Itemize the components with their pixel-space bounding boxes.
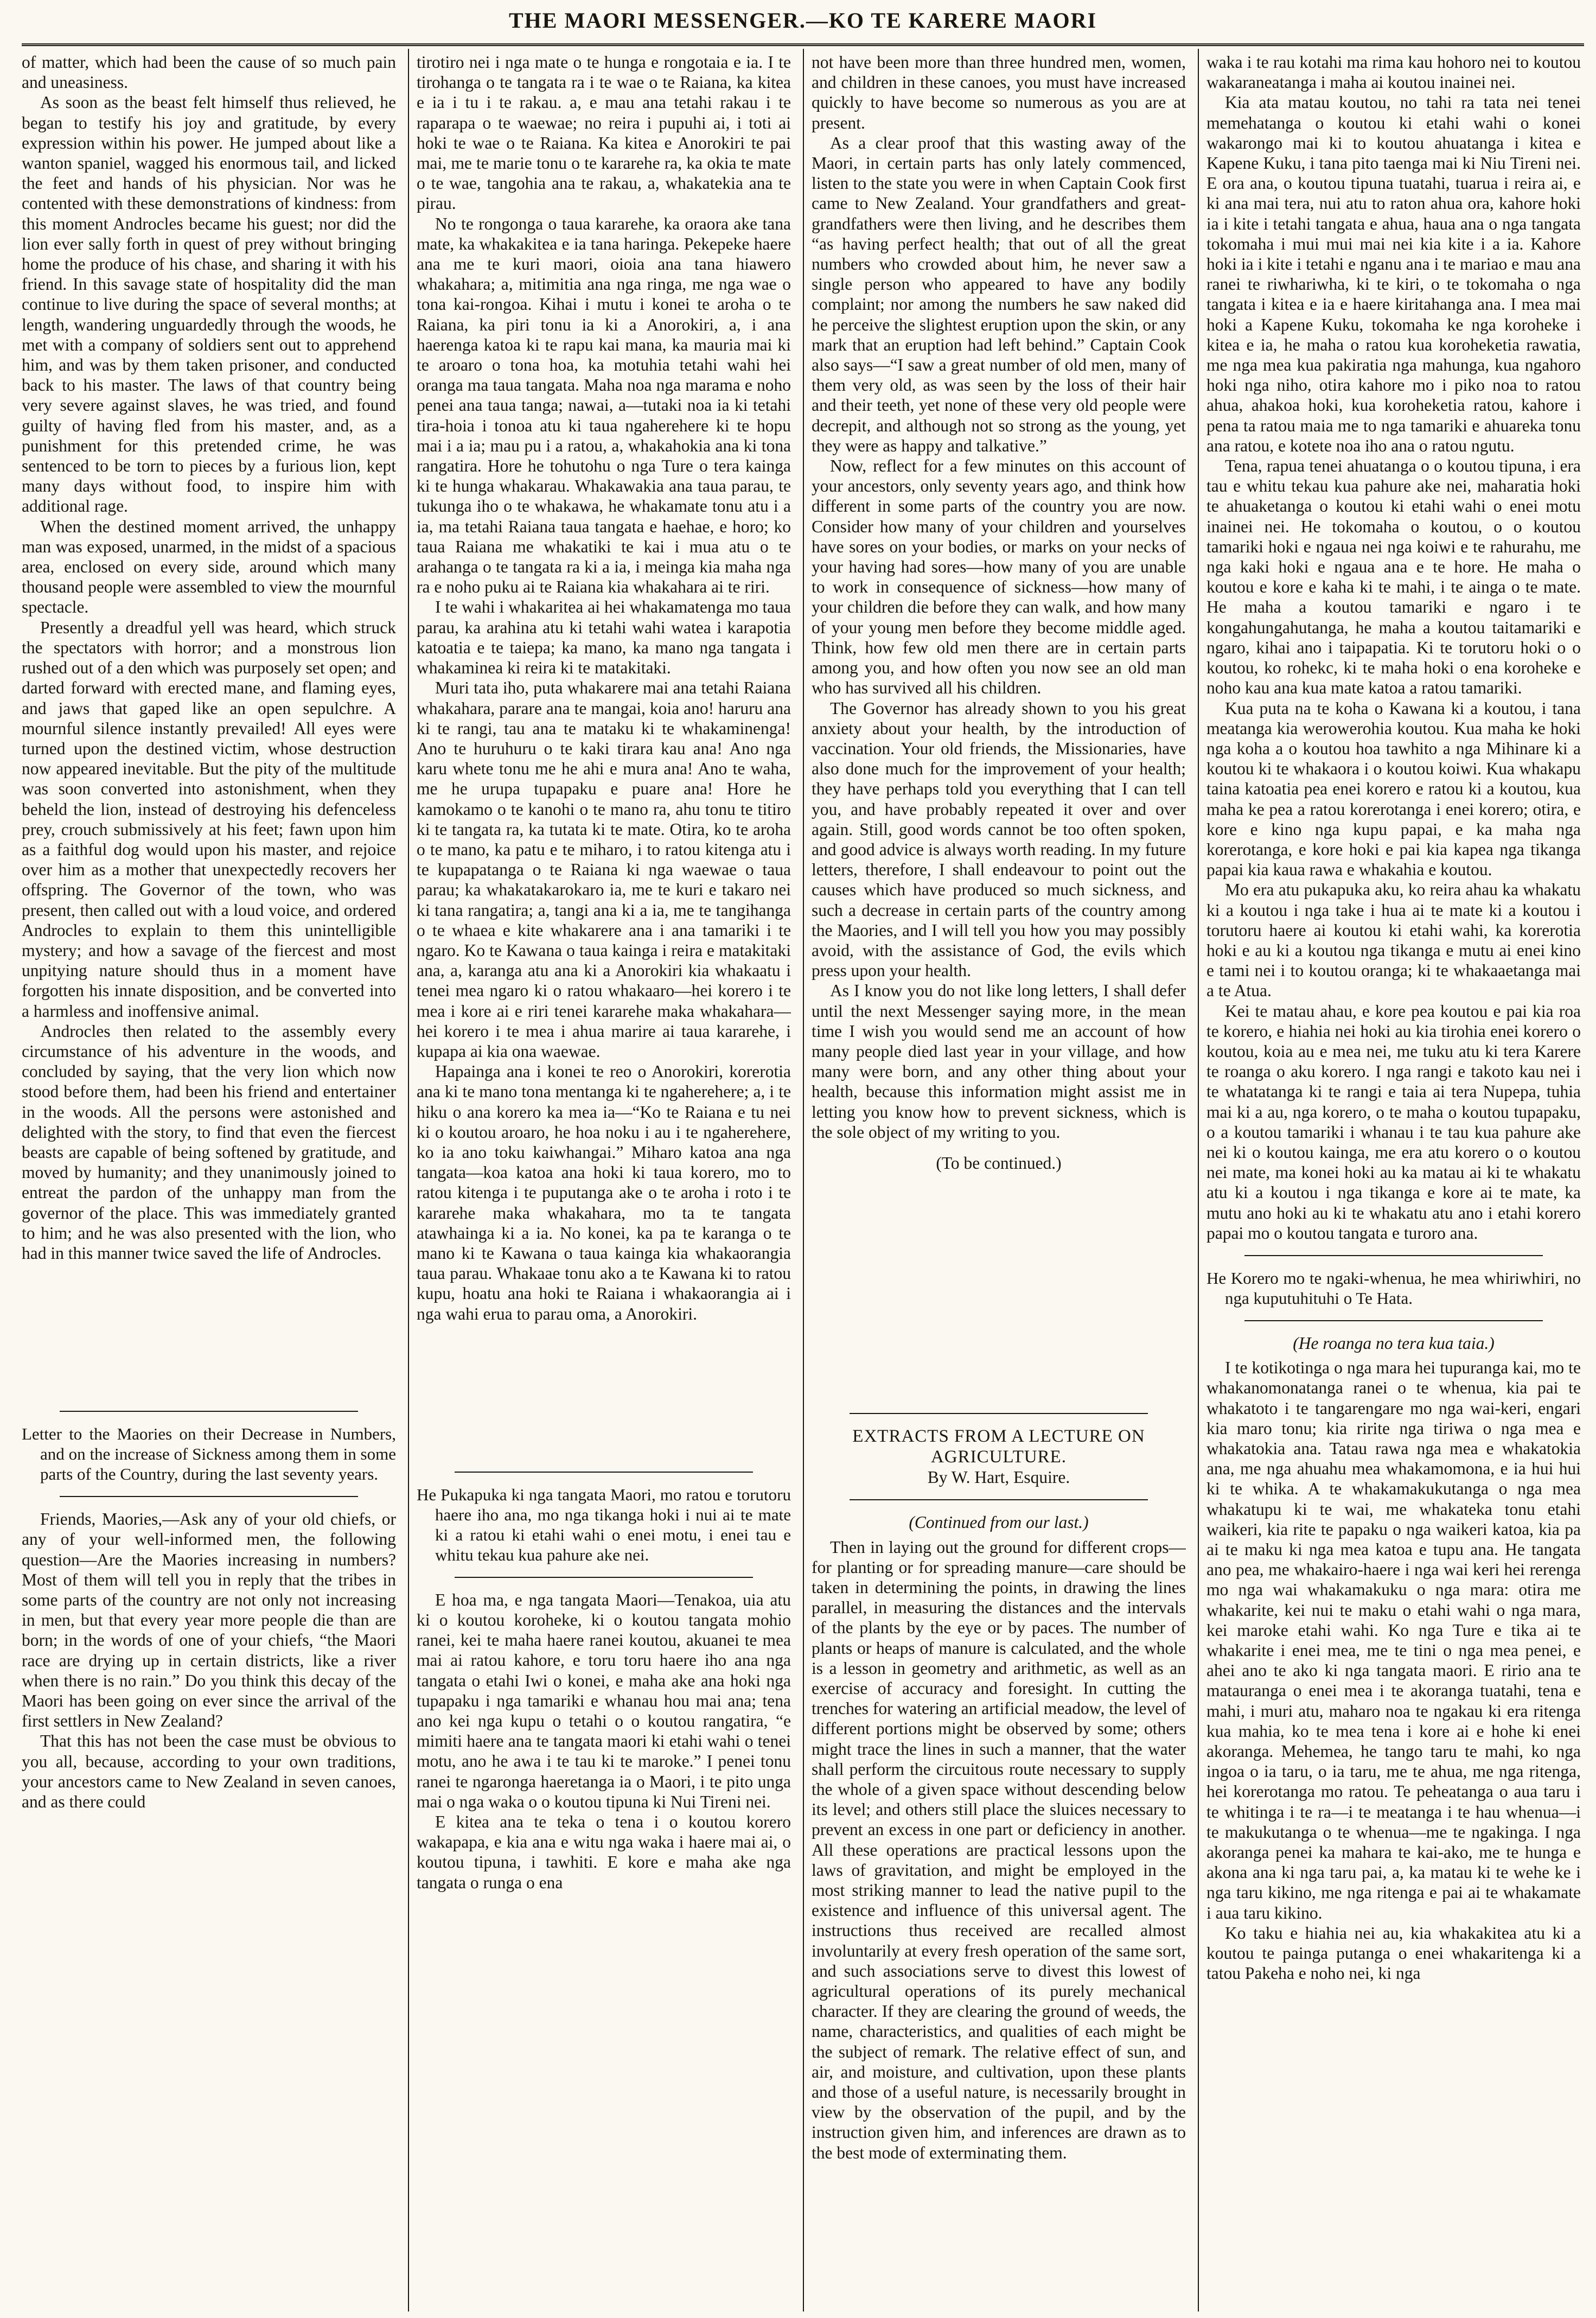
section-rule <box>1244 1320 1543 1321</box>
paragraph: Tena, rapua tenei ahuatanga o o koutou tipuna, i era tau e whitu tekau kua pahure ake nei, maharatia hoki te ahuaketanga o koutou ki etahi wahi o enei motu inainei nei. He tokomaha o koutou, o o koutou tamariki hoki e ngaua nei nga koiwi e te rahurahu, me nga kaki hoki e ngaua ana e te hore. He maha o koutou e kore e kaha ki te mahi, i te ainga o te mate. He maha a koutou tamariki e ngaro i te kongahungahutanga, he maha a koutou taitamariki e ngaro, kihai ano i taipapatia. Ki te torutoru hoki o o koutou, ko rohekc, ki te maha hoki o ena koroheke e noho kau ana kua mate katoa a ratou tamariki. <box>1206 456 1581 698</box>
to-be-continued: (To be continued.) <box>936 1153 1062 1173</box>
paragraph: Ko taku e hiahia nei au, kia whakakitea atu ki a koutou te painga putanga o enei whakaritenga ki a tatou Pakeha e noho nei, ki nga <box>1206 1923 1581 1983</box>
section-rule <box>60 1496 358 1497</box>
paragraph: E hoa ma, e nga tangata Maori—Tenakoa, uia atu ki o koutou koroheke, ki o koutou tangata mohio ranei, kei te maha haere ranei koutou, akuanei te mea mai ai ratou kahore, e toru toru haere iho ana nga tangata o etahi Iwi o konei, e maha ake ana hoki nga tupapaku i nga tamariki e whanau hou mai ana; tena ano kei nga kupu o tetahi o o koutou rangatira, “e mimiti haere ana te tangata maori ki etahi wahi o tenei motu, ano he awa i te tau ki te maroke.” I penei tonu ranei te ngaronga haeretanga ia o Maori, i te pito unga mai o nga waka o o koutou tipuna ki Nui Tireni nei. <box>417 1590 791 1811</box>
letter-title: Letter to the Maories on their Decrease in Numbers, and on the increase of Sickness among them in some parts of the Country, during the last seventy years. <box>22 1424 396 1484</box>
section-rule <box>850 1413 1148 1414</box>
column-divider <box>1198 49 1199 2311</box>
paragraph: Kei te matau ahau, e kore pea koutou e pai kia roa te korero, e hiahia nei hoki au kia tirohia enei korero o koutou, koia au e mea nei, me tuku atu ki tera Karere te roanga o aku korero. I nga rangi e takoto kau nei i te whatatanga ki te rangi e taia ai tera Nupepa, tuhia mai ki a au, nga korero, o te maha o koutou tupapaku, o a koutou tamariki i whanau i te tau kua pahure ake nei ki o koutou kainga, me era atu korero o o koutou nei mate, ma konei hoki au ka matau ai ki te whakatu atu ki a koutou i nga tikanga e kore ai te mate, ka mutu ano hoki au ki te whakatu atu ano i etahi korero papai mo o koutou tangata e turoro ana. <box>1206 1001 1581 1243</box>
section-rule <box>455 1577 753 1578</box>
column-2 <box>417 52 791 2304</box>
byline: By W. Hart, Esquire. <box>927 1468 1070 1487</box>
paragraph: not have been more than three hundred men, women, and children in these canoes, you must have increased quickly to have become so numerous as you are at present. <box>812 53 1186 132</box>
lecture-title: EXTRACTS FROM A LECTURE ON AGRICULTURE. <box>852 1427 1145 1467</box>
continued-note: (Continued from our last.) <box>909 1513 1089 1532</box>
maori-lecture-title: He Korero mo te ngaki-whenua, he mea whiriwhiri, no nga kuputuhituhi o Te Hata. <box>1206 1268 1581 1308</box>
paragraph: When the destined moment arrived, the unhappy man was exposed, unarmed, in the midst of a spacious area, enclosed on every side, around which many thousand people were assembled to view the mournful spectacle. <box>22 517 396 617</box>
paragraph: Kua puta na te koha o Kawana ki a koutou, i tana meatanga kia werowerohia koutou. Kua maha ke hoki nga koha a o koutou hoa tawhito a nga Mihinare ki a koutou ki te whakaora i o koutou koiwi. Kua whakapu taina katoatia pea enei korero e ratou ki a koutou, kua maha ke pea a ratou korerotanga i enei korero; otira, e kore e kino nga kupu papai, e ka maha nga korerotanga, e kore hoki e pai kia kapea nga tikanga papai kia kaua rawa e whakahia e koutou. <box>1206 698 1581 880</box>
paragraph: No te rongonga o taua kararehe, ka oraora ake tana mate, ka whakakitea e ia tana haringa. Pekepeke haere ana me te kuri maori, oioia ana tana hiawero whakahara; a, mitimitia ana nga ringa, me nga wae o tona kai-rongoa. Kihai i mutu i konei te aroha o te Raiana, ka piri tonu ia ki a Anorokiri, a, i ana haerenga katoa ki te rapu kai mana, ka mauria mai ki te aroaro o tona hoa, ka motuhia tetahi wahi hei oranga ma taua tangata. Maha noa nga marama e noho penei ana taua tanga; nawai, a—tutaki noa ia ki tetahi tira-hoia i tonoa atu ki taua ngaherehere ki te hopu mai i a ia; mau pu i a ratou, a, whakahokia ana ki tona rangatira. Hore he tohutohu o nga Ture o tera kainga ki te hunga whakarau. Whakawakia ana taua parau, te tukunga iho o te whakawa, he whakamate tonu atu i a ia, ma tetahi Raiana taua tangata e haehae, e horo; ko taua Raiana me whakatiki te kai i mua atu o te arahanga o te tangata ra ki a ia, i meinga kia maha nga ra e noho puku ai te Raiana kia whakahara ai te riri. <box>417 214 791 597</box>
paragraph: of matter, which had been the cause of so much pain and uneasiness. <box>22 53 396 92</box>
paragraph: Muri tata iho, puta whakarere mai ana tetahi Raiana whakahara, parare ana te mangai, koia ano! haruru ana ki te rangi, tau ana te mataku ki te whakaminenga! Ano te huruhuru o te kaki tirara kau ana! Ano nga karu whete tonu me he ahi e mura ana! Ano te waha, me he urupa tupapaku e puare ana! Hore he kamokamo o te kanohi o te mano ra, ahu tonu te titiro ki te tangata ra, ka tutata ki te mate. Otira, ko te aroha o te mano, ka patu e te miharo, i to ratou kitenga atu i te kupapatanga o te Raiana ki nga waewae o taua parau; ka whakatakarokaro ia, me te kuri e takaro nei ki tana rangatira; a, tangi ana ki a ia, me te tangihanga o te whaea e kite whakarere ana i ana tamariki i te ngaro. Ko te Kawana o taua kainga i reira e matakitaki ana, a, karanga atu ana ki a Anorokiri kia whakaatu i tenei mea ngaro ki o ratou whakaaro—hei korero i te mea i kore ai e riri tenei kararehe maka whakahara—hei korero i te mea i ahua marire ai taua kararehe, i kupapa ai kia ona waewae. <box>417 678 791 1061</box>
paragraph: Presently a dreadful yell was heard, which struck the spectators with horror; and a monstrous lion rushed out of a den which was purposely set open; and darted forward with erected mane, and flaming eyes, and jaws that gaped like an open sepulchre. A mournful silence instantly prevailed! All eyes were turned upon the destined victim, whose destruction now appeared inevitable. But the pity of the multitude was soon converted into astonishment, when they beheld the lion, instead of destroying his defenceless prey, crouch submissively at his feet; fawn upon him as a faithful dog would upon his master, and rejoice over him as a mother that unexpectedly recovers her offspring. The Governor of the town, who was present, then called out with a loud voice, and ordered Androcles to explain to them this unintelligible mystery; and how a savage of the fiercest and most unpitying nature should thus in a moment have forgotten his innate disposition, and be converted into a harmless and inoffensive animal. <box>22 617 396 1021</box>
paragraph: E kitea ana te teka o tena i o koutou korero wakapapa, e kia ana e witu nga waka i haere mai ai, o koutou tipuna, i tawhiti. E kore e maha ake nga tangata o runga o ena <box>417 1812 791 1892</box>
maori-letter-title: He Pukapuka ki nga tangata Maori, mo ratou e torutoru haere iho ana, mo nga tikanga hoki i nui ai te mate ki a ratou ki etahi wahi o enei motu, i enei tau e whitu tekau kua pahure ake nei. <box>417 1485 791 1564</box>
section-rule <box>60 1411 358 1412</box>
paragraph: Friends, Maories,—Ask any of your old chiefs, or any of your well-informed men, the following question—Are the Maories increasing in numbers? Most of them will tell you in reply that the tribes in some parts of the country are not only not increasing in men, but that every year more people die than are born; in the words of one of your chiefs, “the Maori race are drying up in certain districts, like a river when there is no rain.” Do you think this decay of the Maori has been going on ever since the arrival of the first settlers in New Zealand? <box>22 1510 396 1731</box>
paragraph: I te kotikotinga o nga mara hei tupuranga kai, mo te whakanomonatanga ranei o te whenua, kia pai te whakatoto i te tangarengare mo nga wai-keri, engari kia maro tonu; kia ririte nga tiriwa o nga mea e whakatokia ana. Tatau rawa nga mea e whakatokia ana, me nga ahuahu mea whakamomona, e ia hui hui ki te whika. A te whakamakukutanga o nga mea whakatupu ki te wai, me whakateka tonu etahi waikeri, kia rite te papaku o nga waikeri katoa, kia pa ai te maku ki nga mea katoa e tupu ana. He tangata ano pea, me whakairo-haere i nga wai keri hei rerenga mo nga wai whakamakuku o nga mara: otira me whakarite, kei nui te maku o etahi wahi o nga mara, kei maroke etahi wahi. Ko nga Ture e tika ai te whakarite i enei mea, me te tini o nga mea penei, e ahei ano te ako ki nga tangata maori. E ririo ana te matauranga o enei mea i te akoranga tuatahi, tena e mahi, i muri atu, maharo noa te ngakau ki era ritenga kua mahia, ko te mea tena i kore ai e hohe ki enei akoranga. Mehemea, he tango taru te mahi, ko nga ingoa o ia taru, o ia taru, me te ahua, me nga ritenga, hei korerotanga mo ratou. Te peheatanga o aua taru i te whitinga i te ra—i te meatanga i te hau whenua—i te makukutanga o te whenua—me te ngakinga. I nga akoranga penei ka mahara te kai-ako, me te hunga e akona ana ki nga taru pai, a, ka matau ki te wehe ke i nga taru kikino, me nga ritenga e pai ai te whakamate i aua taru kikino. <box>1206 1358 1581 1922</box>
column-divider <box>408 49 409 2311</box>
paragraph: I te wahi i whakaritea ai hei whakamatenga mo taua parau, ka arahina atu ki tetahi wahi watea i karapotia katoatia e te taiepa; ka mano, ka mano nga tangata i whakaminea ki reira ki te matakitaki. <box>417 597 791 678</box>
paragraph: As a clear proof that this wasting away of the Maori, in certain parts has only lately commenced, listen to the state you were in when Captain Cook first came to New Zealand. Your grandfathers and great-grandfathers were then living, and he describes them “as having perfect health; that out of all the great numbers who crowded about him, he never saw a single person who appeared to have any bodily complaint; nor among the numbers he saw naked did he perceive the slightest eruption upon the skin, or any mark that an eruption had left behind.” Captain Cook also says—“I saw a great number of old men, many of them very old, as was seen by the loss of their hair and their teeth, yet none of these very old people were decrepit, and although not so strong as the young, yet they were as happy and talkative.” <box>812 133 1186 455</box>
column-divider <box>803 49 804 2311</box>
paragraph: That this has not been the case must be obvious to you all, because, according to your own traditions, your ancestors came to New Zealand in seven canoes, and as there could <box>22 1731 396 1812</box>
paragraph: The Governor has already shown to you his great anxiety about your health, by the introduction of vaccination. Your old friends, the Missionaries, have also done much for the improvement of your health; they have perhaps told you everything that I can tell you, and have probably repeated it over and over again. Still, good words cannot be too often spoken, and good advice is always worth reading. In my future letters, therefore, I shall endeavour to point out the causes which have produced so much sickness, and such a decrease in certain parts of the country among the Maories, and I will tell you how you may possibly avoid, with the assistance of God, the evils which press upon your health. <box>812 698 1186 980</box>
paragraph: As I know you do not like long letters, I shall defer until the next Messenger saying more, in the mean time I wish you would send me an account of how many people died last year in your village, and how many were born, and any other thing about your health, because this information might assist me in letting you know how to prevent sickness, which is the sole object of my writing to you. <box>812 981 1186 1142</box>
paragraph: tirotiro nei i nga mate o te hunga e rongotaia e ia. I te tirohanga o te tangata ra i te wae o te Raiana, ka kitea e ia i tu i te rakau. a, e mau ana tetahi rakau i te raparapa o te waewae; no reira i pupuhi ai, i toti ai hoki te wae o te Raiana. Ka kitea e Anorokiri te pai mai, me te marie tonu o te kararehe ra, ka okia te mate o te wae, tangohia ana te rakau, a, whakatekia ana te pirau. <box>417 53 791 213</box>
paragraph: Then in laying out the ground for different crops—for planting or for spreading manure—care should be taken in determining the points, in drawing the lines parallel, in measuring the distances and the intervals of the plants by the eye or by paces. The number of plants or heaps of manure is calculated, and the whole is a lesson in geometry and arithmetic, as well as an exercise of accuracy and foresight. In cutting the trenches for watering an artificial meadow, the level of different portions might be observed by some; others might trace the lines in such a manner, that the water shall perform the circuitous route necessary to supply the whole of a given space without descending below its level; and others still place the sluices necessary to prevent an excess in one part or deficiency in another. All these operations are practical lessons upon the laws of gravitation, and might be employed in the most striking manner to lead the native pupil to the existence and influence of this universal agent. The instructions thus received are recalled almost involuntarily at every fresh operation of the same sort, and such associations serve to divest this lowest of agricultural operations of its purely mechanical character. If they are clearing the ground of weeds, the name, characteristics, and qualities of each might be the subject of remark. The relative effect of sun, and air, and moisture, and cultivation, upon these plants and those of a useful nature, is necessarily brought in view by the observation of the pupil, and by the instruction given him, and inferences are drawn as to the best mode of exterminating them. <box>812 1537 1186 2162</box>
paragraph: waka i te rau kotahi ma rima kau hohoro nei to koutou wakaraneatanga i maha ai koutou inainei nei. <box>1206 53 1581 92</box>
paragraph: As soon as the beast felt himself thus relieved, he began to testify his joy and gratitude, by every expression within his power. He jumped about like a wanton spaniel, wagged his enormous tail, and licked the feet and hands of his physician. Nor was he contented with these demonstrations of kindness: from this moment Androcles became his guest; nor did the lion ever sally forth in quest of prey without bringing home the produce of his chase, and sharing it with his friend. In this savage state of hospitality did the man continue to live during the space of several months; at length, wandering unguardedly through the woods, he met with a company of soldiers sent out to apprehend him, and was by them taken prisoner, and conducted back to his master. The laws of that country being very severe against slaves, he was tried, and found guilty of having fled from his master, and, as a punishment for this pretended crime, he was sentenced to be torn to pieces by a furious lion, kept many days without food, to inspire him with additional rage. <box>22 93 396 516</box>
newspaper-page <box>22 0 1584 2318</box>
section-rule <box>1244 1255 1543 1256</box>
paragraph: Now, reflect for a few minutes on this account of your ancestors, only seventy years ago, and think how different in some parts of the country you are now. Consider how many of your children and yourselves have sores on your bodies, or marks on your necks of your having had sores—how many of you are unable to work in consequence of sickness—how many of your children die before they can walk, and how many of your young men before they become middle aged. Think, how few old men there are in certain parts among you, and how often you now see an old man who has survived all his children. <box>812 456 1186 698</box>
continued-note: (He roanga no tera kua taia.) <box>1293 1333 1495 1353</box>
masthead: THE MAORI MESSENGER.—KO TE KARERE MAORI <box>508 8 1097 33</box>
column-3 <box>812 52 1186 2304</box>
section-rule <box>850 1499 1148 1500</box>
paragraph: Mo era atu pukapuka aku, ko reira ahau ka whakatu ki a koutou i nga take i hua ai te mate ki a koutou i torutoru haere ai koutou ki etahi wahi, ka korerotia hoki e au ki a koutou nga tikanga e mutu ai enei kino e tami nei i to koutou oranga; ki te whakaaetanga mai a te Atua. <box>1206 880 1581 1001</box>
masthead-rule <box>22 43 1584 46</box>
section-rule <box>455 1472 753 1473</box>
paragraph: Kia ata matau koutou, no tahi ra tata nei tenei memehatanga o koutou ki etahi wahi o konei wakarongo mai ki to koutou ahuatanga i kitea e Kapene Kuku, i tana pito taenga mai ki Niu Tireni nei. E ora ana, o koutou tipuna tuatahi, tuarua i reira ai, e ki ana mai tera, nui atu to raton ahua ora, kahore hoki ia i kite i tetahi tangata e ahua, haua ana o nga tangata tokomaha i mui mui mai nei kia kite i a ia. Kahore hoki ia i kite i tetahi e nganu ana i te mariao e mau ana ranei te riwhariwha, ki te kiri, o te tokomaha o nga tangata i kitea e ia e haere kiritahanga ana. I mea mai hoki a Kapene Kuku, tokomaha ke nga koroheke i kitea e ia, he maha o ratou kua koroheketia rawatia, me nga mea kua pakiratia nga mahunga, kua ngahoro hoki nga niho, otira kahore mo i piko noa to ratou ahua, ahakoa hoki, kua koroheketia ratou, kahore i pena ta ratou maia me to nga tamariki e ahuareka tonu ana ratou, e kotete noa iho ana o ratou ngutu. <box>1206 93 1581 455</box>
paragraph: Hapainga ana i konei te reo o Anorokiri, korerotia ana ki te mano tona mentanga ki te ngaherehere; a, i te hiku o ana korero ka mea ia—“Ko te Raiana e tu nei ki o koutou aroaro, he hoa noku i au i te ngaherehere, ko ia ano toku kaiwhangai.” Miharo katoa ana nga tangata—koa katoa ana hoki ki taua korero, mo to ratou kitenga i te puputanga ake o te aroha i roto i te kararehe maka whakahara, mo ta te tangata atawhainga ki a ia. No konei, ka pa te karanga o te mano ki te Kawana o taua kainga kia whakaorangia taua parau. Whakaae tonu ako a te Kawana ki to ratou kupu, hoatu ana hoki te Raiana i whakaorangia ai i nga wahi erua to parau oma, a Anorokiri. <box>417 1062 791 1323</box>
column-4 <box>1206 52 1581 2304</box>
paragraph: Androcles then related to the assembly every circumstance of his adventure in the woods, and concluded by saying, that the very lion which now stood before them, had been his friend and entertainer in the woods. All the persons were astonished and delighted with the story, to find that even the fiercest beasts are capable of being softened by gratitude, and moved by humanity; and they unanimously joined to entreat the pardon of the unhappy man from the governor of the place. This was immediately granted to him; and he was also presented with the lion, who had in this manner twice saved the life of Androcles. <box>22 1021 396 1263</box>
column-1 <box>22 52 396 2304</box>
